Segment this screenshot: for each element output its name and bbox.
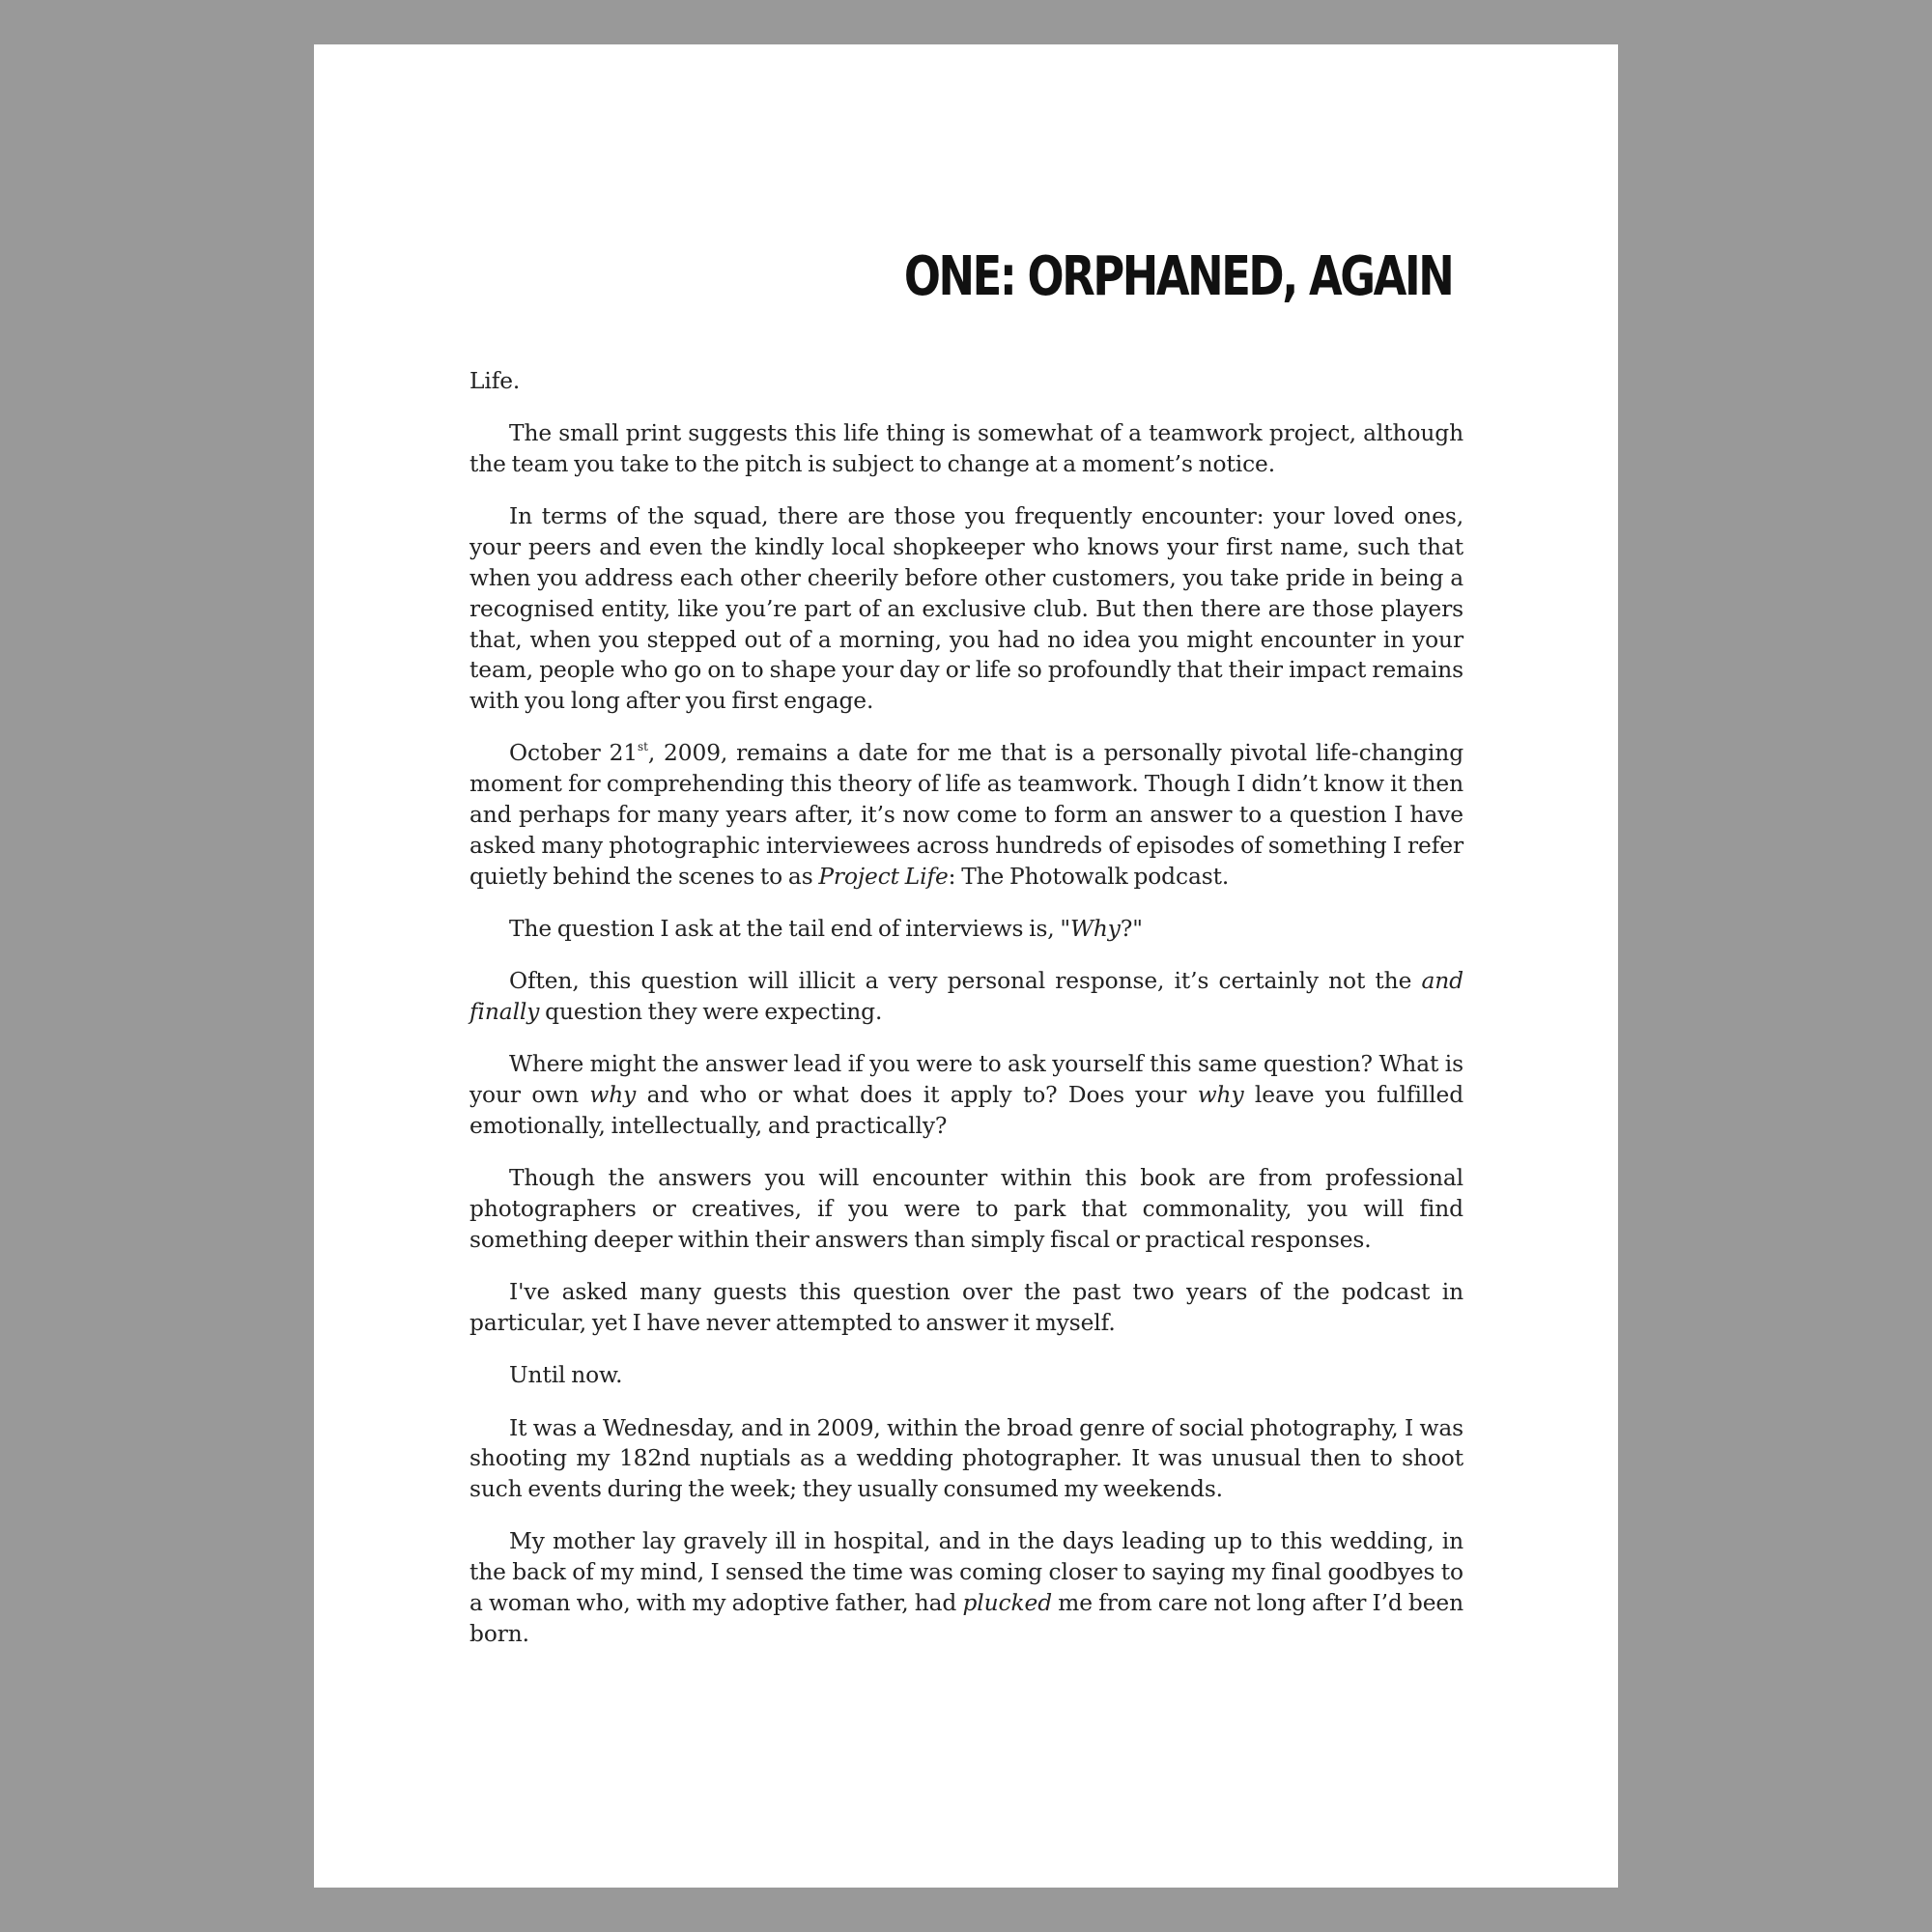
paragraph-12-text-a: My mother lay gravely ill in hospital, and in the days leading up to this wedding, in the back of my mind, I sensed the time was coming closer to saying my final goodbyes to a woman who, with my adoptive father, had	[469, 1528, 1463, 1616]
paragraph-10: Until now.	[509, 1362, 623, 1389]
why-italic: Why	[1070, 915, 1121, 942]
paragraph-6-text-a: Often, this question will illicit a very personal response, it’s certainly not the	[509, 968, 1422, 995]
paragraph-2: The small print suggests this life thing is somewhat of a teamwork project, although the team you take to the pitch is subject to change at a moment’s notice.	[469, 420, 1463, 478]
paragraph-5-text-b: ?"	[1120, 915, 1143, 942]
paragraph-6-text-b: question they were expecting.	[539, 999, 883, 1026]
chapter-body	[469, 366, 1463, 1671]
paragraph-4-text-b: , 2009, remains a date for me that is a personally pivotal life-changing moment for comprehending this theory of life as teamwork. Though I didn’t know it then and perhaps for many years after, it’s now come to form an answer to a question I have asked many photographic interviewees across hundreds of episodes of something I refer quietly behind the scenes to as	[469, 740, 1464, 890]
paragraph-7-text-b: and who or what does it apply to? Does your	[636, 1082, 1198, 1109]
paragraph-4-text-a: October 21	[509, 740, 639, 767]
paragraph-12-text-b: me from care not long after I’d been born.	[469, 1590, 1463, 1647]
paragraph-11: It was a Wednesday, and in 2009, within the broad genre of social photography, I was shooting my 182nd nuptials as a wedding photographer. It was unusual then to shoot such events during the week; they usually consumed my weekends.	[469, 1414, 1463, 1503]
why-italic-2: why	[1197, 1082, 1244, 1109]
book-page	[314, 44, 1618, 1888]
paragraph-5	[469, 914, 1463, 945]
paragraph-4-text-c: : The Photowalk podcast.	[948, 863, 1230, 890]
paragraph-12	[469, 1526, 1463, 1649]
paragraph-7-text-c: leave you fulfilled emotionally, intellectually, and practically?	[469, 1082, 1464, 1139]
paragraph-9: I've asked many guests this question over the past two years of the podcast in particular, yet I have never attempted to answer it myself.	[469, 1279, 1463, 1336]
paragraph-3: In terms of the squad, there are those you frequently encounter: your loved ones, your peers and even the kindly local shopkeeper who knows your first name, such that when you address each other cheerily before other customers, you take pride in being a recognised entity, like you’re part of an exclusive club. But then there are those players that, when you stepped out of a morning, you had no idea you might encounter in your team, people who go on to shape your day or life so profoundly that their impact remains with you long after you first engage.	[469, 503, 1463, 715]
paragraph-1: Life.	[469, 368, 521, 394]
ordinal-suffix: st	[638, 740, 648, 754]
paragraph-7-text-a: Where might the answer lead if you were to ask yourself this same question? What is your own	[469, 1051, 1463, 1109]
paragraph-7	[469, 1049, 1463, 1141]
project-life-italic: Project Life	[818, 863, 949, 890]
and-finally-italic: and finally	[469, 968, 1463, 1026]
why-italic-1: why	[589, 1082, 637, 1109]
paragraph-6	[469, 966, 1463, 1028]
chapter-title: ONE: ORPHANED, AGAIN	[903, 245, 1452, 308]
paragraph-5-text-a: The question I ask at the tail end of interviews is, "	[509, 915, 1071, 942]
paragraph-8: Though the answers you will encounter within this book are from professional photographers or creatives, if you were to park that commonality, you will find something deeper within their answers than simply fiscal or practical responses.	[469, 1165, 1463, 1253]
paragraph-4	[469, 738, 1463, 892]
plucked-italic: plucked	[962, 1590, 1053, 1616]
